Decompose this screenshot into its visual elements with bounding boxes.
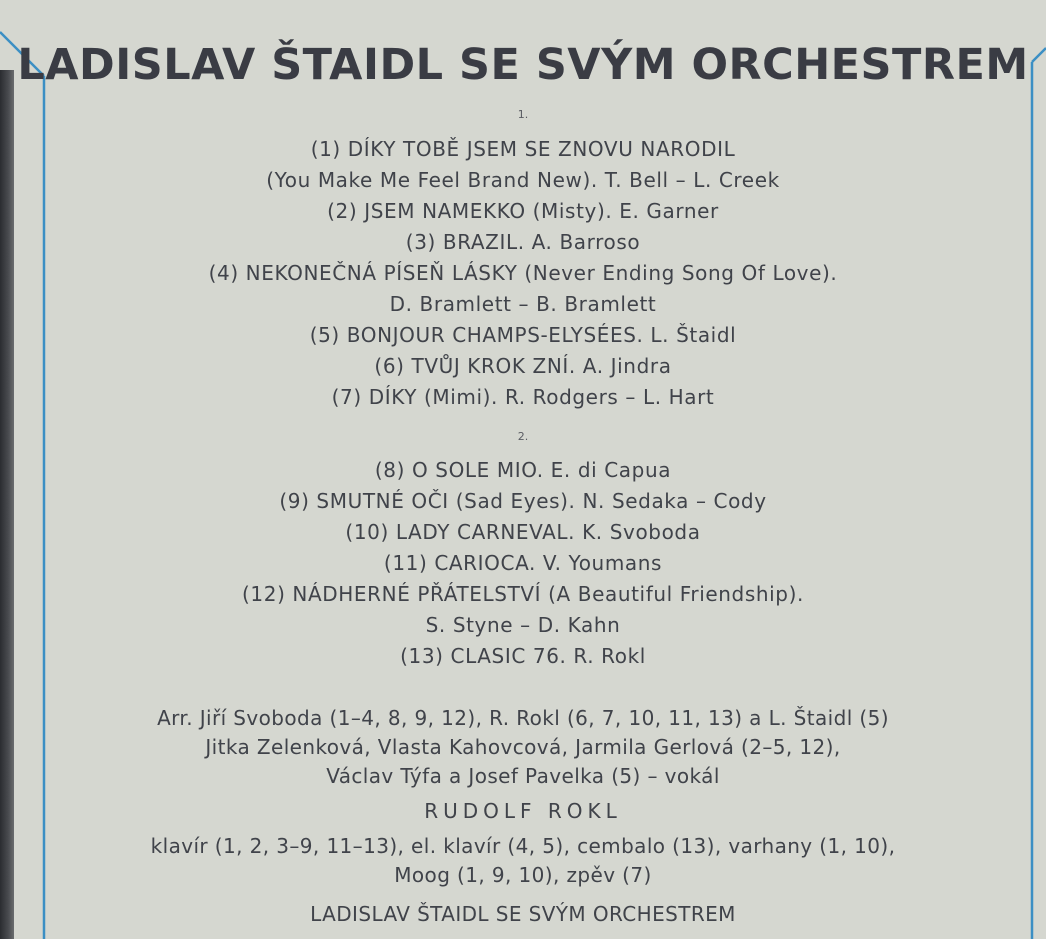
vocalists-line-2: Václav Týfa a Josef Pavelka (5) – vokál	[326, 764, 720, 788]
side-2-tracklist	[0, 455, 1046, 672]
side-2-label: 2.	[517, 430, 529, 443]
track-item	[0, 320, 1046, 351]
track-item	[0, 548, 1046, 579]
vocalists-line-1: Jitka Zelenková, Vlasta Kahovcová, Jarmila Gerlová (2–5, 12),	[205, 735, 841, 759]
track-credit: (You Make Me Feel Brand New). T. Bell – L. Creek	[266, 168, 780, 192]
track-item	[0, 196, 1046, 227]
track-title: (12) NÁDHERNÉ PŘÁTELSTVÍ (A Beautiful Friendship).	[242, 582, 804, 606]
track-title: (11) CARIOCA. V. Youmans	[383, 551, 663, 575]
soloist-block	[0, 832, 1046, 890]
track-item	[0, 227, 1046, 258]
track-title: (10) LADY CARNEVAL. K. Svoboda	[345, 520, 701, 544]
track-title: (7) DÍKY (Mimi). R. Rodgers – L. Hart	[331, 385, 715, 409]
track-title: (5) BONJOUR CHAMPS-ELYSÉES. L. Štaidl	[309, 323, 737, 347]
track-title: (6) TVŮJ KROK ZNÍ. A. Jindra	[374, 354, 672, 378]
page-title: LADISLAV ŠTAIDL SE SVÝM ORCHESTREM	[17, 40, 1029, 90]
track-title: (9) SMUTNÉ OČI (Sad Eyes). N. Sedaka – Cody	[279, 489, 767, 513]
soloist-instruments-line-2: Moog (1, 9, 10), zpěv (7)	[394, 863, 652, 887]
arrangers-line: Arr. Jiří Svoboda (1–4, 8, 9, 12), R. Rokl (6, 7, 10, 11, 13) a L. Štaidl (5)	[157, 706, 889, 730]
track-item	[0, 351, 1046, 382]
track-item	[0, 134, 1046, 196]
credits-block	[0, 704, 1046, 791]
track-item	[0, 382, 1046, 413]
side-1-tracklist	[0, 134, 1046, 413]
side-1-label: 1.	[517, 108, 529, 121]
track-item	[0, 517, 1046, 548]
track-title: (8) O SOLE MIO. E. di Capua	[374, 458, 672, 482]
track-title: (2) JSEM NAMEKKO (Misty). E. Garner	[327, 199, 719, 223]
track-item	[0, 486, 1046, 517]
track-title: (13) CLASIC 76. R. Rokl	[400, 644, 646, 668]
track-credit: D. Bramlett – B. Bramlett	[389, 292, 657, 316]
track-title: (1) DÍKY TOBĚ JSEM SE ZNOVU NARODIL	[310, 137, 736, 161]
track-title: (4) NEKONEČNÁ PÍSEŇ LÁSKY (Never Ending Song Of Love).	[208, 261, 838, 285]
track-credit: S. Styne – D. Kahn	[425, 613, 621, 637]
orchestra-name: LADISLAV ŠTAIDL SE SVÝM ORCHESTREM	[310, 902, 736, 926]
track-title: (3) BRAZIL. A. Barroso	[405, 230, 641, 254]
track-item	[0, 641, 1046, 672]
soloist-name: RUDOLF ROKL	[424, 799, 622, 823]
track-item	[0, 258, 1046, 320]
soloist-instruments-line-1: klavír (1, 2, 3–9, 11–13), el. klavír (4, 5), cembalo (13), varhany (1, 10),	[150, 834, 896, 858]
track-item	[0, 579, 1046, 641]
track-item	[0, 455, 1046, 486]
